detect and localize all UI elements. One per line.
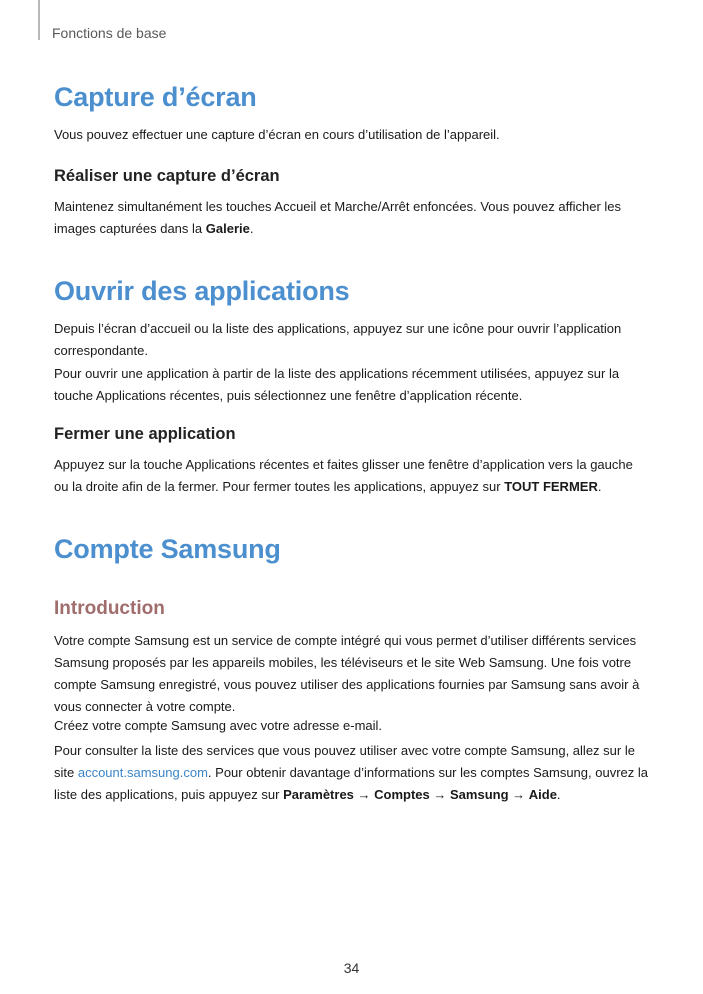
take-capture-text-part: Maintenez simultanément les touches Accueil et Marche/Arrêt enfoncées. Vous pouvez afficher les images capturées dans la	[54, 199, 622, 236]
samsung-account-para-1: Votre compte Samsung est un service de compte intégré qui vous permet d’utiliser différents services Samsung proposés par les appareils mobiles, les téléviseurs et le site Web Samsung. Une fois votre compte Samsung enregistré, vous pouvez utiliser des applications fournies par Samsung sans avoir à vous connecter à votre compte.	[54, 633, 640, 714]
close-app-text	[54, 454, 650, 498]
open-apps-para-2: Pour ouvrir une application à partir de la liste des applications récemment utilisées, appuyez sur la touche Applications récentes, puis sélectionnez une fenêtre d’application récente.	[54, 366, 620, 403]
section-title-samsung-account: Compte Samsung	[54, 534, 281, 564]
account-samsung-link[interactable]: account.samsung.com	[77, 765, 208, 780]
section-title-capture: Capture d’écran	[54, 82, 257, 112]
page-number: 34	[343, 960, 360, 976]
samsung-account-para-2: Créez votre compte Samsung avec votre adresse e-mail.	[54, 718, 383, 733]
path-accounts: Comptes	[374, 787, 430, 802]
take-capture-text-end: .	[249, 221, 254, 236]
header-divider	[38, 0, 40, 40]
para3-end: .	[556, 787, 561, 802]
close-app-text-end: .	[597, 479, 602, 494]
subsection-title-introduction: Introduction	[54, 598, 165, 619]
arrow-icon: →	[508, 787, 529, 802]
arrow-icon: →	[429, 787, 450, 802]
subsection-title-close-app: Fermer une application	[54, 425, 236, 443]
section-title-open-apps: Ouvrir des applications	[54, 276, 350, 306]
samsung-account-para-3	[54, 740, 650, 806]
capture-intro: Vous pouvez effectuer une capture d’écran en cours d’utilisation de l’appareil.	[54, 127, 500, 142]
open-apps-para-1: Depuis l’écran d’accueil ou la liste des applications, appuyez sur une icône pour ouvrir l’application correspondante.	[54, 321, 622, 358]
path-samsung: Samsung	[450, 787, 509, 802]
take-capture-text	[54, 196, 650, 240]
chapter-header: Fonctions de base	[52, 25, 167, 41]
close-app-text-part: Appuyez sur la touche Applications récentes et faites glisser une fenêtre d’application vers la gauche ou la droite afin de la fermer. Pour fermer toutes les applications, appuyez sur	[54, 457, 633, 494]
close-all-label: TOUT FERMER	[504, 479, 598, 494]
path-settings: Paramètres	[283, 787, 354, 802]
arrow-icon: →	[353, 787, 375, 802]
para3-text-part-2: . Pour obtenir davantage d’informations sur les comptes Samsung, ouvrez la liste des applications, puis appuyez sur	[54, 765, 648, 802]
gallery-app-name: Galerie	[205, 221, 250, 236]
path-help: Aide	[528, 787, 557, 802]
subsection-title-take-capture: Réaliser une capture d’écran	[54, 167, 280, 185]
para3-text-part: Pour consulter la liste des services que vous pouvez utiliser avec votre compte Samsung, allez sur le site	[54, 743, 635, 780]
